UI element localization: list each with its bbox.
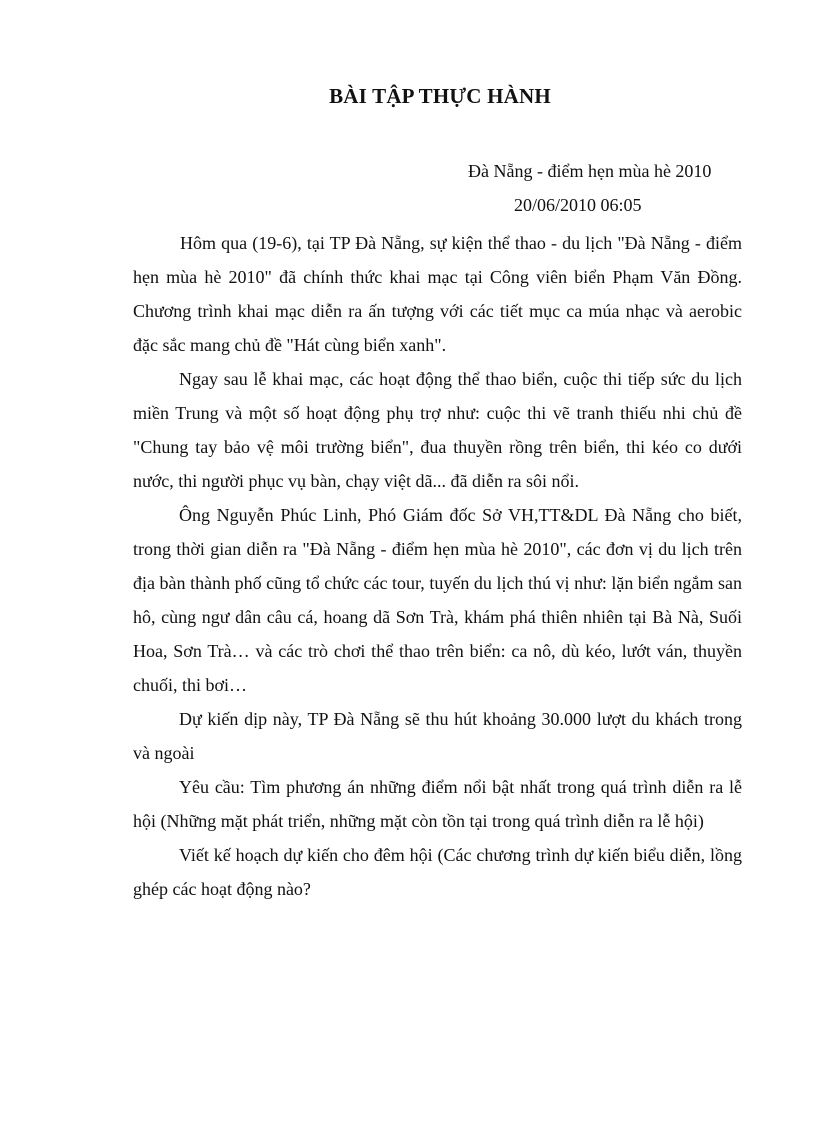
paragraph-tours: Ông Nguyễn Phúc Linh, Phó Giám đốc Sở VH,TT&DL Đà Nẵng cho biết, trong thời gian diễn ra "Đà Nẵng - điểm hẹn mùa hè 2010", các đơn vị du lịch trên địa bàn thành phố cũng tổ chức các tour, tuyến du lịch thú vị như: lặn biển ngắm san hô, cùng ngư dân câu cá, hoang dã Sơn Trà, khám phá thiên nhiên tại Bà Nà, Suối Hoa, Sơn Trà… và các trò chơi thể thao trên biển: ca nô, dù kéo, lướt ván, thuyền chuối, thi bơi… [133,505,742,695]
paragraph-activities: Ngay sau lễ khai mạc, các hoạt động thể thao biển, cuộc thi tiếp sức du lịch miền Trung và một số hoạt động phụ trợ như: cuộc thi vẽ tranh thiếu nhi chủ đề "Chung tay bảo vệ môi trường biển", đua thuyền rồng trên biển, thi kéo co dưới nước, thi người phục vụ bàn, chạy việt dã... đã diễn ra sôi nổi. [133,369,742,491]
dateline-event: Đà Nẵng - điểm hẹn mùa hè 2010 [468,161,712,181]
paragraph-visitors: Dự kiến dịp này, TP Đà Nẵng sẽ thu hút khoảng 30.000 lượt du khách trong và ngoài [133,709,742,763]
paragraph-opening: Hôm qua (19-6), tại TP Đà Nẵng, sự kiện thể thao - du lịch "Đà Nẵng - điểm hẹn mùa hè 2010" đã chính thức khai mạc tại Công viên biển Phạm Văn Đồng. Chương trình khai mạc diễn ra ấn tượng với các tiết mục ca múa nhạc và aerobic đặc sắc mang chủ đề "Hát cùng biển xanh". [133,233,742,355]
article-body [133,226,742,906]
paragraph-plan: Viết kế hoạch dự kiến cho đêm hội (Các chương trình dự kiến biểu diễn, lồng ghép các hoạt động nào? [133,845,742,899]
page-title: BÀI TẬP THỰC HÀNH [329,84,551,108]
dateline-datetime: 20/06/2010 06:05 [514,195,642,215]
paragraph-requirement: Yêu cầu: Tìm phương án những điểm nổi bật nhất trong quá trình diễn ra lễ hội (Những mặt phát triển, những mặt còn tồn tại trong quá trình diễn ra lễ hội) [133,777,742,831]
